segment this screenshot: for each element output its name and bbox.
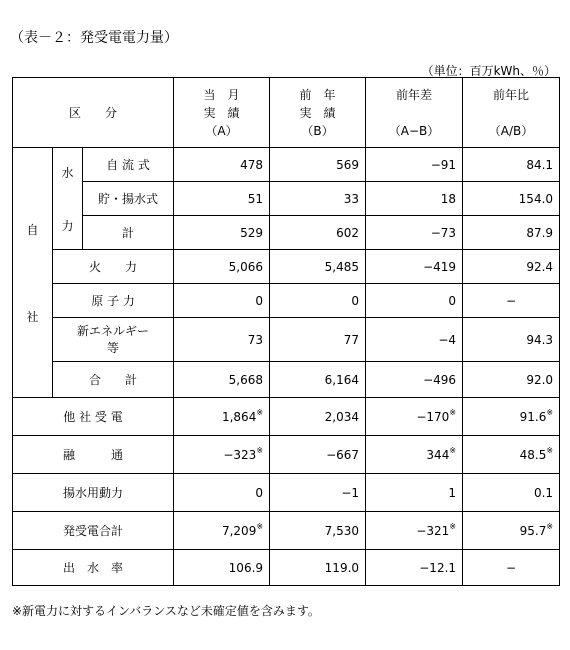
cell-diff: −4 [366, 318, 463, 362]
cell-ratio: 92.4 [463, 250, 560, 284]
cell-ratio: 95.7※ [463, 512, 560, 550]
table-row [13, 216, 560, 250]
cell-ratio: − [463, 550, 560, 586]
row-label: 計 [83, 216, 174, 250]
header-category: 区 分 [13, 78, 174, 148]
cell-diff: 344※ [366, 436, 463, 474]
header-diff: 前年差 （A−B） [366, 78, 463, 148]
table-row [13, 250, 560, 284]
header-row [13, 78, 560, 148]
cell-diff: −73 [366, 216, 463, 250]
cell-previous: −1 [270, 474, 366, 512]
row-label: 原 子 力 [53, 284, 174, 318]
cell-previous: −667 [270, 436, 366, 474]
hydro-label: 水 力 [53, 148, 83, 250]
table-row [13, 398, 560, 436]
row-label: 貯・揚水式 [83, 182, 174, 216]
row-label: 合 計 [53, 362, 174, 398]
cell-current: 0 [174, 474, 270, 512]
cell-previous: 569 [270, 148, 366, 182]
cell-ratio: 91.6※ [463, 398, 560, 436]
cell-previous: 77 [270, 318, 366, 362]
cell-diff: −496 [366, 362, 463, 398]
cell-current: 478 [174, 148, 270, 182]
header-ratio: 前年比 （A/B） [463, 78, 560, 148]
cell-current: 106.9 [174, 550, 270, 586]
cell-diff: −91 [366, 148, 463, 182]
cell-current: 7,209※ [174, 512, 270, 550]
cell-previous: 33 [270, 182, 366, 216]
cell-ratio: 48.5※ [463, 436, 560, 474]
row-label: 融 通 [13, 436, 174, 474]
header-current: 当 月 実 績 （A） [174, 78, 270, 148]
cell-current: 529 [174, 216, 270, 250]
cell-ratio: 84.1 [463, 148, 560, 182]
cell-current: 5,668 [174, 362, 270, 398]
cell-previous: 119.0 [270, 550, 366, 586]
cell-ratio: 154.0 [463, 182, 560, 216]
cell-current: 5,066 [174, 250, 270, 284]
cell-current: 1,864※ [174, 398, 270, 436]
cell-diff: 0 [366, 284, 463, 318]
cell-previous: 602 [270, 216, 366, 250]
cell-current: −323※ [174, 436, 270, 474]
table-row [13, 148, 560, 182]
cell-current: 51 [174, 182, 270, 216]
table-row [13, 318, 560, 362]
cell-previous: 6,164 [270, 362, 366, 398]
table-row [13, 284, 560, 318]
row-label: 自 流 式 [83, 148, 174, 182]
cell-current: 73 [174, 318, 270, 362]
cell-diff: −321※ [366, 512, 463, 550]
cell-previous: 7,530 [270, 512, 366, 550]
table-row [13, 182, 560, 216]
cell-diff: −419 [366, 250, 463, 284]
cell-ratio: 92.0 [463, 362, 560, 398]
header-previous: 前 年 実 績 （B） [270, 78, 366, 148]
table-row [13, 362, 560, 398]
table-title: （表－２：発受電電力量） [10, 30, 178, 46]
row-label: 火 力 [53, 250, 174, 284]
table-row [13, 512, 560, 550]
cell-previous: 5,485 [270, 250, 366, 284]
cell-ratio: − [463, 284, 560, 318]
table-row [13, 436, 560, 474]
row-label: 発受電合計 [13, 512, 174, 550]
cell-ratio: 87.9 [463, 216, 560, 250]
table-row [13, 474, 560, 512]
row-label: 新エネルギー 等 [53, 318, 174, 362]
table-row [13, 550, 560, 586]
cell-diff: 1 [366, 474, 463, 512]
row-label: 揚水用動力 [13, 474, 174, 512]
cell-diff: −12.1 [366, 550, 463, 586]
cell-previous: 0 [270, 284, 366, 318]
power-table [12, 77, 560, 586]
cell-previous: 2,034 [270, 398, 366, 436]
unit-label: （単位：百万kWh、％） [421, 64, 556, 78]
cell-ratio: 0.1 [463, 474, 560, 512]
cell-ratio: 94.3 [463, 318, 560, 362]
cell-diff: −170※ [366, 398, 463, 436]
cell-current: 0 [174, 284, 270, 318]
row-label: 他 社 受 電 [13, 398, 174, 436]
cell-diff: 18 [366, 182, 463, 216]
row-label: 出 水 率 [13, 550, 174, 586]
footnote: ※新電力に対するインバランスなど未確定値を含みます。 [12, 604, 320, 618]
own-company-label: 自 社 [13, 148, 53, 398]
